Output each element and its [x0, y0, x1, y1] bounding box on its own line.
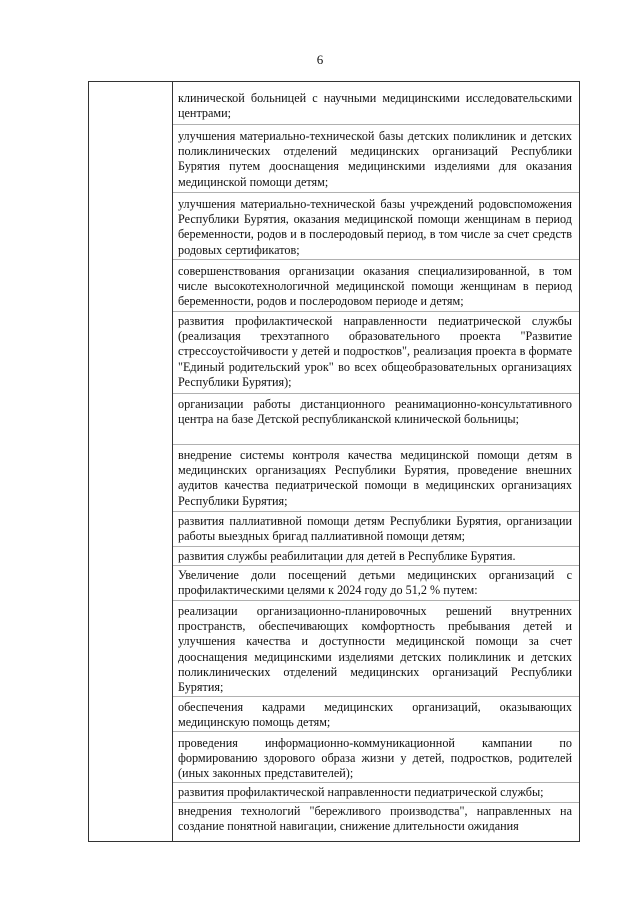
paragraph-separator: [173, 259, 579, 260]
table-paragraph: совершенствования организации оказания специализированной, в том числе высокотехнологичной медицинской помощи женщинам в период беременности, родов и послеродовом периоде и детям;: [178, 264, 572, 309]
table-paragraph: улучшения материально-технической базы учреждений родовспоможения Республики Бурятия, оказания медицинской помощи женщинам в период беременности, родов и в послеродовый период, в том числе за счет средств родовых сертификатов;: [178, 197, 572, 257]
paragraph-separator: [173, 546, 579, 547]
paragraph-separator: [173, 192, 579, 193]
paragraph-separator: [173, 565, 579, 566]
table-paragraph: проведения информационно-коммуникационной кампании по формированию здорового образа жизни у детей, подростков, родителей (иных законных представителей);: [178, 736, 572, 781]
table-paragraph: реализации организационно-планировочных решений внутренних пространств, обеспечивающих комфортность пребывания детей и улучшения качества и доступности медицинской помощи за счет дооснащения медицинскими изделиями детских поликлиник и детских поликлинических отделений медицинских организаций Республики Бурятия;: [178, 604, 572, 695]
table-left-column: [89, 82, 173, 841]
paragraph-separator: [173, 311, 579, 312]
document-table: [88, 81, 580, 842]
table-paragraph: клинической больницей с научными медицинскими исследовательскими центрами;: [178, 91, 572, 121]
paragraph-separator: [173, 511, 579, 512]
table-right-column: [173, 82, 579, 841]
paragraph-separator: [173, 393, 579, 394]
table-paragraph: Увеличение доли посещений детьми медицинских организаций с профилактическими целями к 2024 году до 51,2 % путем:: [178, 568, 572, 598]
paragraph-separator: [173, 696, 579, 697]
table-paragraph: обеспечения кадрами медицинских организаций, оказывающих медицинскую помощь детям;: [178, 700, 572, 730]
table-paragraph: организации работы дистанционного реанимационно-консультативного центра на базе Детской республиканской клинической больницы;: [178, 397, 572, 427]
paragraph-separator: [173, 444, 579, 445]
table-paragraph: внедрения технологий "бережливого производства", направленных на создание понятной навигации, снижение длительности ожидания: [178, 804, 572, 834]
paragraph-separator: [173, 731, 579, 732]
table-paragraph: развития паллиативной помощи детям Республики Бурятия, организации работы выездных бригад паллиативной помощи детям;: [178, 514, 572, 544]
table-paragraph: внедрение системы контроля качества медицинской помощи детям в медицинских организациях Республики Бурятия, проведение внешних аудитов качества педиатрической помощи в медицинских организациях Республики Бурятия;: [178, 448, 572, 508]
paragraph-separator: [173, 600, 579, 601]
table-paragraph: развития службы реабилитации для детей в Республике Бурятия.: [178, 549, 516, 563]
table-paragraph: развития профилактической направленности педиатрической службы (реализация трехэтапного образовательного проекта "Развитие стрессоустойчивости у детей и подростков", реализация проекта в формате "Единый родительский урок" во всех общеобразовательных организациях Республики Бурятия);: [178, 314, 572, 389]
table-paragraph: развития профилактической направленности педиатрической службы;: [178, 785, 544, 799]
table-paragraph: улучшения материально-технической базы детских поликлиник и детских поликлинических отделений медицинских организаций Республики Бурятия путем дооснащения медицинскими изделиями для оказания медицинской помощи детям;: [178, 129, 572, 189]
paragraph-separator: [173, 782, 579, 783]
paragraph-separator: [173, 802, 579, 803]
page-number: 6: [316, 52, 324, 67]
paragraph-separator: [173, 124, 579, 125]
